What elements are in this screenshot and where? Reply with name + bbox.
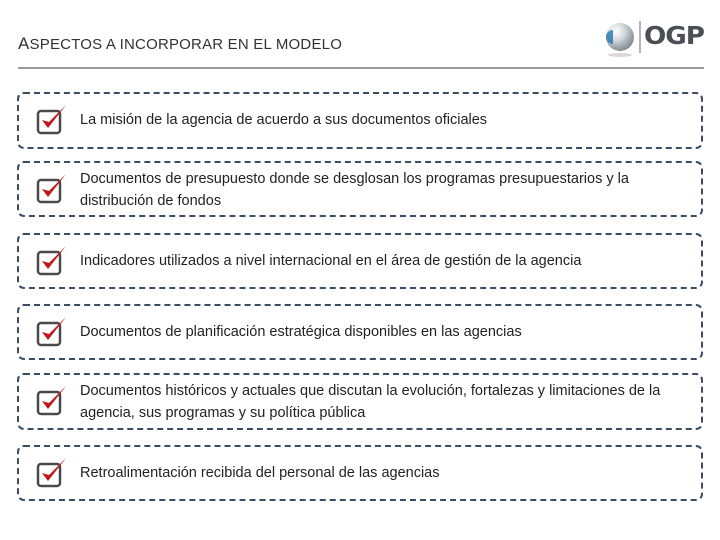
checkbox-checked-icon [35,315,69,349]
list-item [17,92,703,149]
list-item [17,233,703,289]
page-title-rest: SPECTOS A INCORPORAR EN EL MODELO [29,36,343,53]
checkbox-checked-icon [35,103,69,137]
list-item [17,304,703,360]
checkbox-checked-icon [35,172,69,206]
list-item-text: Retroalimentación recibida del personal de las agencias [80,465,440,481]
globe-shadow [608,53,632,57]
list-item [17,445,703,501]
list-item-text: Indicadores utilizados a nivel internacional en el área de gestión de la agencia [80,253,582,269]
logo-text: OGP [644,21,704,50]
checkbox-checked-icon [35,244,69,278]
list-item-text: Documentos de presupuesto donde se desglosan los programas presupuestarios y la distribución de fondos [80,171,629,209]
list-item-text: Documentos históricos y actuales que discutan la evolución, fortalezas y limitaciones de la agencia, sus programas y su política pública [80,383,661,421]
ogp-logo [604,20,704,60]
page-title [18,34,342,54]
list-item [17,161,703,217]
list-item-text: La misión de la agencia de acuerdo a sus documentos oficiales [80,112,488,128]
checkbox-checked-icon [35,456,69,490]
globe-accent [606,30,613,44]
list-item [17,373,703,430]
page-title-initial: A [18,34,30,53]
title-divider [18,67,704,69]
checkbox-checked-icon [35,384,69,418]
logo-divider [639,21,641,53]
list-item-text: Documentos de planificación estratégica disponibles en las agencias [80,324,522,340]
